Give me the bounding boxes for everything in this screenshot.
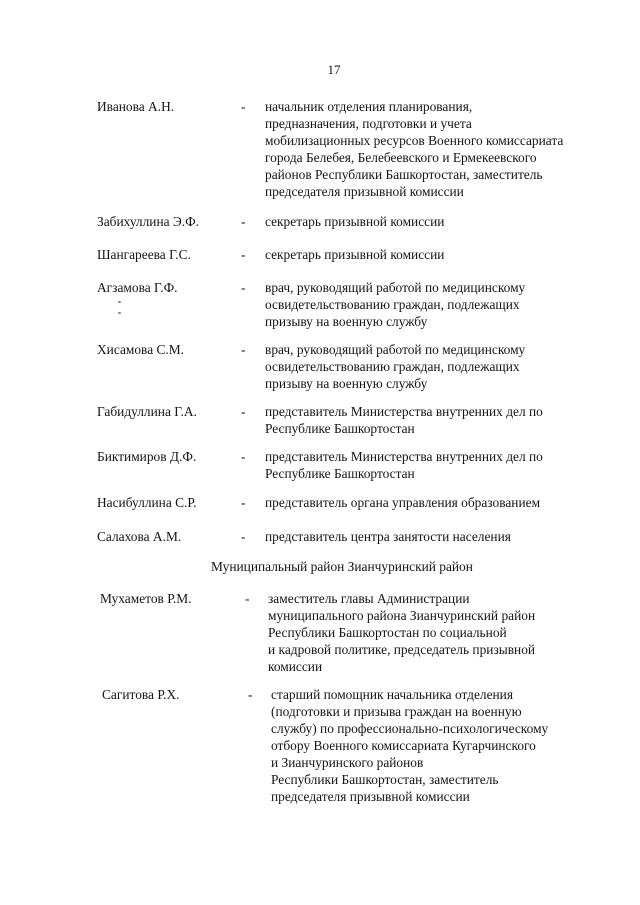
member-name: Иванова А.Н.: [97, 99, 175, 114]
member-role: [265, 213, 595, 230]
role-line: секретарь призывной комиссии: [265, 214, 445, 229]
role-line: (подготовки и призыва граждан на военную: [271, 704, 522, 719]
dash-separator: -: [241, 404, 246, 419]
member-name: Насибуллина С.Р.: [97, 495, 197, 510]
dash-separator: -: [241, 247, 246, 262]
member-role: [265, 98, 595, 200]
member-role: [265, 494, 595, 511]
dash-separator: -: [245, 591, 250, 606]
role-line: Республике Башкортостан: [265, 466, 415, 481]
role-line: службу) по профессионально-психологическому: [271, 721, 549, 736]
member-name: Хисамова С.М.: [97, 342, 185, 357]
role-line: освидетельствованию граждан, подлежащих: [265, 297, 520, 312]
role-line: председателя призывной комиссии: [265, 184, 464, 199]
member-role: [265, 246, 595, 263]
dash-separator: -: [241, 214, 246, 229]
role-line: призыву на военную службу: [265, 314, 428, 329]
role-line: мобилизационных ресурсов Военного комиссариата: [265, 133, 564, 148]
role-line: Республике Башкортостан: [265, 421, 415, 436]
role-line: представитель органа управления образованием: [265, 495, 541, 510]
role-line: муниципального района Зианчуринский район: [268, 608, 536, 623]
dash-separator: -: [248, 687, 253, 702]
scan-speck: [118, 312, 121, 314]
role-line: представитель Министерства внутренних дел по: [265, 404, 543, 419]
member-role: [265, 279, 595, 330]
member-role: [271, 686, 601, 805]
member-role: [265, 403, 595, 437]
role-line: Республики Башкортостан, заместитель: [271, 772, 499, 787]
page-number: 17: [327, 62, 341, 77]
dash-separator: -: [241, 449, 246, 464]
member-role: [265, 528, 595, 545]
section-heading: Муниципальный район Зианчуринский район: [211, 559, 473, 574]
member-name: Салахова А.М.: [97, 529, 182, 544]
role-line: начальник отделения планирования,: [265, 99, 473, 114]
role-line: районов Республики Башкортостан, заместитель: [265, 167, 543, 182]
role-line: старший помощник начальника отделения: [271, 687, 514, 702]
dash-separator: -: [241, 495, 246, 510]
role-line: города Белебея, Белебеевского и Ермекеевского: [265, 150, 537, 165]
role-line: призыву на военную службу: [265, 376, 428, 391]
role-line: представитель Министерства внутренних дел по: [265, 449, 543, 464]
member-role: [265, 448, 595, 482]
member-name: Биктимиров Д.Ф.: [97, 449, 197, 464]
role-line: отбору Военного комиссариата Кугарчинского: [271, 738, 536, 753]
role-line: и кадровой политике, председатель призывной: [268, 642, 536, 657]
dash-separator: -: [241, 280, 246, 295]
role-line: представитель центра занятости населения: [265, 529, 511, 544]
role-line: заместитель главы Администрации: [268, 591, 470, 606]
member-name: Габидуллина Г.А.: [97, 404, 197, 419]
member-role: [268, 590, 598, 675]
scan-speck: [118, 301, 121, 303]
dash-separator: -: [241, 99, 246, 114]
member-name: Сагитова Р.Х.: [102, 687, 180, 702]
member-role: [265, 341, 595, 392]
role-line: председателя призывной комиссии: [271, 789, 470, 804]
role-line: врач, руководящий работой по медицинскому: [265, 342, 526, 357]
dash-separator: -: [241, 342, 246, 357]
role-line: секретарь призывной комиссии: [265, 247, 445, 262]
role-line: комиссии: [268, 659, 323, 674]
member-name: Шангареева Г.С.: [97, 247, 191, 262]
member-name: Агзамова Г.Ф.: [97, 280, 178, 295]
member-name: Забихуллина Э.Ф.: [97, 214, 200, 229]
role-line: предназначения, подготовки и учета: [265, 116, 472, 131]
role-line: освидетельствованию граждан, подлежащих: [265, 359, 520, 374]
member-name: Мухаметов Р.М.: [100, 591, 192, 606]
role-line: Республики Башкортостан по социальной: [268, 625, 507, 640]
role-line: и Зианчуринского районов: [271, 755, 424, 770]
role-line: врач, руководящий работой по медицинскому: [265, 280, 526, 295]
dash-separator: -: [241, 529, 246, 544]
